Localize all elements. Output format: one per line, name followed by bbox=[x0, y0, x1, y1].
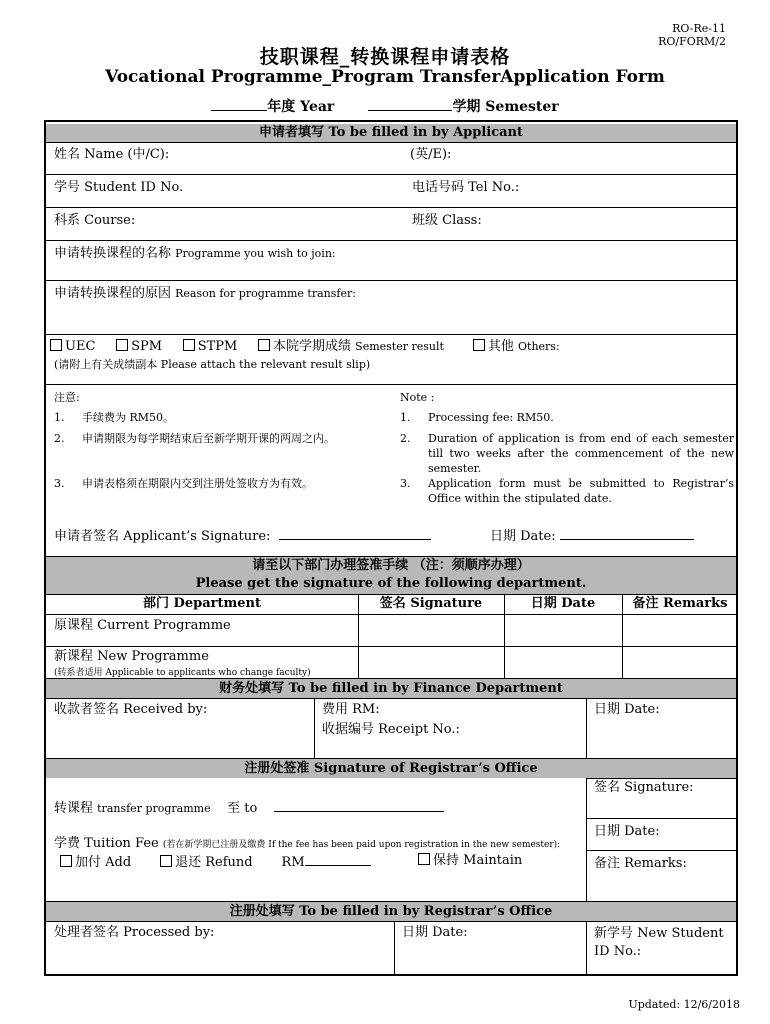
updated-date: Updated: 12/6/2018 bbox=[628, 998, 740, 1011]
note-number: 3. bbox=[54, 477, 65, 490]
row-new-programme: 新课程 New Programme bbox=[54, 649, 209, 664]
student-id-field[interactable]: 学号 Student ID No. bbox=[54, 180, 184, 195]
new-student-id-field[interactable]: 新学号 New Student ID No.: bbox=[594, 926, 724, 959]
others-en: Others: bbox=[518, 340, 560, 353]
note-number: 1. bbox=[54, 411, 65, 424]
form-ref-number: RO/FORM/2 bbox=[658, 35, 726, 48]
applicant-date-line[interactable] bbox=[560, 527, 694, 540]
finance-band: 财务处填写 To be filled in by Finance Department bbox=[46, 679, 736, 698]
note-en-2: Duration of application is from end of each semester till two weeks after the commencement of the new semester. bbox=[428, 432, 734, 475]
transfer-to-line[interactable] bbox=[274, 799, 444, 812]
title-chinese: 技职课程_转换课程申请表格 bbox=[259, 46, 511, 68]
rm-label: RM bbox=[281, 855, 305, 870]
refund-checkbox[interactable] bbox=[160, 855, 172, 867]
year-label: 年度 Year bbox=[267, 99, 335, 115]
application-form bbox=[44, 120, 738, 976]
transfer-programme-field bbox=[54, 799, 444, 817]
tel-field[interactable]: 电话号码 Tel No.: bbox=[412, 180, 520, 195]
programme-join-cn: 申请转换课程的名称 bbox=[54, 246, 176, 261]
transfer-en: transfer programme bbox=[97, 802, 211, 815]
others-checkbox[interactable] bbox=[473, 339, 485, 351]
programme-join-en: Programme you wish to join: bbox=[175, 247, 336, 260]
stpm-checkbox[interactable] bbox=[183, 339, 195, 351]
maintain-option bbox=[418, 853, 522, 869]
transfer-to: 至 to bbox=[227, 801, 258, 816]
form-ref-code: RO-Re-11 bbox=[672, 22, 726, 35]
uec-label: UEC bbox=[65, 339, 96, 354]
applicant-signature-field[interactable] bbox=[54, 527, 431, 545]
tuition-note: (若在新学期已注册及缴费 If the fee has been paid upon registration in the new semester): bbox=[162, 840, 561, 850]
semester-label: 学期 Semester bbox=[452, 99, 559, 115]
registrar-date-field[interactable]: 日期 Date: bbox=[594, 824, 660, 839]
processed-by-field[interactable]: 处理者签名 Processed by: bbox=[54, 925, 215, 940]
transfer-cn: 转课程 bbox=[54, 801, 98, 816]
note-cn-3: 申请表格须在期限内交到注册处签收方为有效。 bbox=[82, 477, 313, 490]
col-department: 部门 Department bbox=[143, 596, 261, 611]
applicant-date-label: 日期 Date: bbox=[490, 529, 556, 544]
attach-note: (请附上有关成绩副本 Please attach the relevant result slip) bbox=[54, 358, 371, 371]
refund-label: 退还 Refund bbox=[175, 855, 253, 870]
tuition-fee-row bbox=[54, 836, 560, 853]
spm-checkbox[interactable] bbox=[116, 339, 128, 351]
tuition-options bbox=[60, 853, 371, 871]
registrar-remarks-field[interactable]: 备注 Remarks: bbox=[594, 856, 687, 871]
registrar-signature-band: 注册处签准 Signature of Registrar’s Office bbox=[46, 759, 736, 778]
reason-en: Reason for programme transfer: bbox=[175, 287, 356, 300]
others-label: 其他 bbox=[487, 339, 519, 354]
row-current-programme: 原课程 Current Programme bbox=[54, 618, 231, 633]
fee-field[interactable]: 费用 RM: bbox=[322, 702, 380, 717]
semester-result-en: Semester result bbox=[355, 340, 444, 353]
note-cn-1: 手续费为 RM50。 bbox=[82, 411, 175, 424]
year-semester-line bbox=[0, 96, 770, 116]
note-en-3: Application form must be submitted to Registrar’s Office within the stipulated date. bbox=[428, 477, 734, 505]
receipt-no-field[interactable]: 收据编号 Receipt No.: bbox=[322, 722, 460, 737]
note-number: 2. bbox=[54, 432, 65, 445]
add-checkbox[interactable] bbox=[60, 855, 72, 867]
add-label: 加付 Add bbox=[75, 855, 132, 870]
reason-cn: 申请转换课程的原因 bbox=[54, 286, 176, 301]
registrar-fill-band: 注册处填写 To be filled in by Registrar’s Office bbox=[46, 902, 736, 921]
applicant-date-field[interactable] bbox=[490, 527, 694, 545]
stpm-label: STPM bbox=[197, 339, 238, 354]
department-band bbox=[46, 557, 736, 594]
applicant-signature-label: 申请者签名 Applicant’s Signature: bbox=[54, 529, 271, 544]
name-english-field[interactable]: (英/E): bbox=[410, 147, 452, 162]
col-date: 日期 Date bbox=[530, 596, 596, 611]
registrar-signature-field[interactable]: 签名 Signature: bbox=[594, 780, 694, 795]
note-number: 1. bbox=[400, 411, 411, 424]
applicant-signature-line[interactable] bbox=[279, 527, 431, 540]
received-by-field[interactable]: 收款者签名 Received by: bbox=[54, 702, 208, 717]
name-chinese-field[interactable]: 姓名 Name (中/C): bbox=[54, 147, 170, 162]
uec-checkbox[interactable] bbox=[50, 339, 62, 351]
finance-date-field[interactable]: 日期 Date: bbox=[594, 702, 660, 717]
col-signature: 签名 Signature bbox=[379, 596, 483, 611]
rm-line[interactable] bbox=[305, 853, 371, 866]
tuition-label: 学费 Tuition Fee bbox=[54, 836, 163, 851]
class-field[interactable]: 班级 Class: bbox=[412, 213, 482, 228]
result-options bbox=[50, 339, 560, 355]
note-number: 3. bbox=[400, 477, 411, 490]
applicant-band: 申请者填写 To be filled in by Applicant bbox=[46, 124, 736, 142]
year-blank[interactable] bbox=[211, 98, 267, 111]
note-cn-2: 申请期限为每学期结束后至新学期开课的两周之内。 bbox=[82, 432, 335, 445]
department-band-cn: 请至以下部门办理签准手续 （注：须顺序办理） bbox=[252, 558, 530, 573]
course-field[interactable]: 科系 Course: bbox=[54, 213, 136, 228]
semester-result-checkbox[interactable] bbox=[258, 339, 270, 351]
reason-field[interactable] bbox=[54, 286, 356, 302]
maintain-checkbox[interactable] bbox=[418, 853, 430, 865]
semester-result-label: 本院学期成绩 bbox=[273, 339, 356, 354]
department-band-en: Please get the signature of the following department. bbox=[195, 576, 587, 591]
maintain-label: 保持 Maintain bbox=[433, 853, 523, 868]
row-new-programme-note: (转系者适用 Applicable to applicants who change faculty) bbox=[54, 668, 311, 678]
note-en-1: Processing fee: RM50. bbox=[428, 411, 554, 424]
col-remarks: 备注 Remarks bbox=[632, 596, 728, 611]
title-english: Vocational Programme_Program TransferApplication Form bbox=[105, 67, 665, 87]
programme-join-field[interactable] bbox=[54, 246, 336, 262]
spm-label: SPM bbox=[131, 339, 163, 354]
note-number: 2. bbox=[400, 432, 411, 445]
notes-cn-heading: 注意: bbox=[54, 391, 80, 404]
notes-en-heading: Note : bbox=[400, 391, 435, 404]
processed-date-field[interactable]: 日期 Date: bbox=[402, 925, 468, 940]
semester-blank[interactable] bbox=[368, 98, 452, 111]
